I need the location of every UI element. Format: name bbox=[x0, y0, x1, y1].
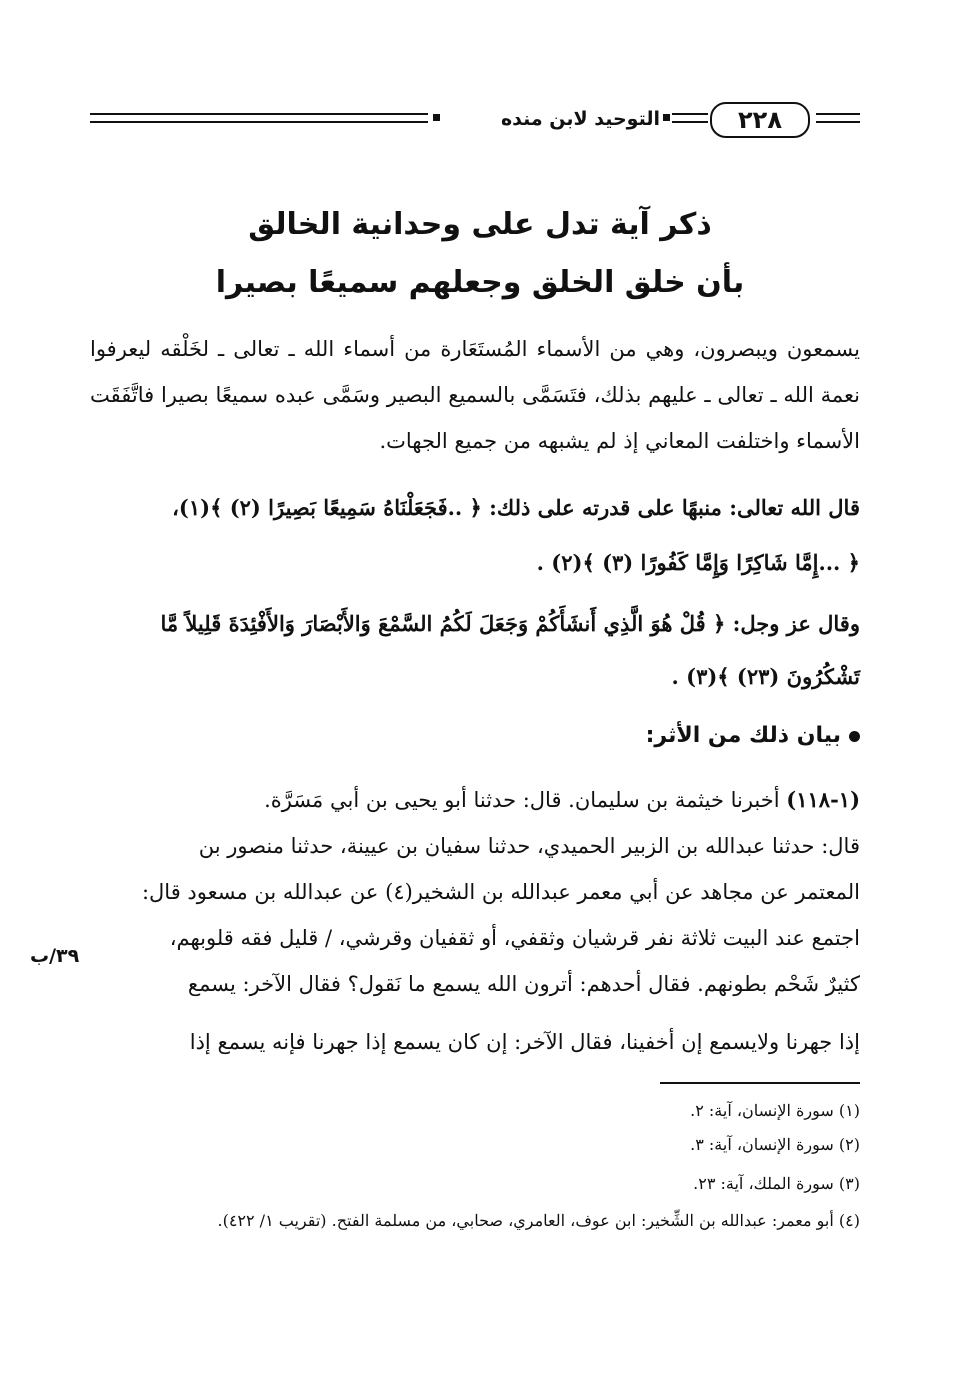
quote2-line2: تَشْكُرُونَ (٢٣) ﴾(٣) . bbox=[671, 664, 860, 689]
quote1-line2: ﴿ ...إِمَّا شَاكِرًا وَإِمَّا كَفُورًا (٣) ﴾(٢) . bbox=[536, 550, 860, 575]
section-heading-text: بيان ذلك من الأثر: bbox=[645, 723, 841, 748]
header-rule bbox=[672, 113, 708, 115]
hadith-number: (١-١١٨) bbox=[786, 787, 860, 812]
header-bullet bbox=[433, 114, 440, 121]
hadith-text-1: أخبرنا خيثمة بن سليمان. قال: حدثنا أبو يحيى بن أبي مَسَرَّة. bbox=[264, 788, 780, 812]
section-heading bbox=[90, 718, 860, 754]
bullet-icon bbox=[849, 731, 860, 742]
footnote-1: (١) سورة الإنسان، آية: ٢. bbox=[690, 1101, 860, 1120]
chapter-title-line-2: بأن خلق الخلق وجعلهم سميعًا بصيرا bbox=[215, 265, 745, 300]
margin-folio-ref: ٣٩/ب bbox=[30, 945, 80, 967]
chapter-title-line-1: ذكر آية تدل على وحدانية الخالق bbox=[248, 207, 712, 242]
footnote-3: (٣) سورة الملك، آية: ٢٣. bbox=[693, 1174, 860, 1193]
header-bullet bbox=[663, 114, 670, 121]
footnote-4: (٤) أبو معمر: عبدالله بن الشِّخير: ابن عوف، العامري، صحابي، من مسلمة الفتح. (تقريب ١/ ٤٢٢). bbox=[217, 1211, 860, 1230]
running-title: التوحيد لابن منده bbox=[500, 108, 660, 130]
header-rule bbox=[816, 121, 860, 123]
page-number: ٢٢٨ bbox=[710, 102, 810, 138]
hadith-line-5: كثيرٌ شَحْم بطونهم. فقال أحدهم: أترون الله يسمع ما نَقول؟ فقال الآخر: يسمع bbox=[187, 972, 860, 996]
footnote-2: (٢) سورة الإنسان، آية: ٣. bbox=[690, 1135, 860, 1154]
header-rule bbox=[816, 113, 860, 115]
intro-paragraph: يسمعون ويبصرون، وهي من الأسماء المُستَعَارة من أسماء الله ـ تعالى ـ لخَلْقه ليعرفوا نعمة الله ـ تعالى ـ عليهم بذلك، فتَسَمَّى بالسميع البصير وسَمَّى عبده سميعًا بصيرا فاتَّفَقَت الأسماء واختلفت المعاني إذ لم يشبهه من جميع الجهات. bbox=[90, 337, 860, 453]
header-rule bbox=[90, 121, 428, 123]
header-rule bbox=[672, 121, 708, 123]
footnote-divider bbox=[660, 1082, 860, 1084]
hadith-line-3: المعتمر عن مجاهد عن أبي معمر عبدالله بن الشخير(٤) عن عبدالله بن مسعود قال: bbox=[141, 880, 860, 904]
running-header bbox=[90, 100, 860, 140]
hadith-line-6: إذا جهرنا ولايسمع إن أخفينا، فقال الآخر: إن كان يسمع إذا جهرنا فإنه يسمع إذا bbox=[189, 1030, 860, 1054]
hadith-line-2: قال: حدثنا عبدالله بن الزبير الحميدي، حدثنا سفيان بن عيينة، حدثنا منصور بن bbox=[198, 834, 860, 858]
hadith-line-4: اجتمع عند البيت ثلاثة نفر قرشيان وثقفي، أو ثقفيان وقرشي، / قليل فقه قلوبهم، bbox=[169, 926, 860, 950]
hadith-line-1 bbox=[90, 780, 860, 820]
quote2-line1: وقال عز وجل: ﴿ قُلْ هُوَ الَّذِي أَنشَأَكُمْ وَجَعَلَ لَكُمُ السَّمْعَ وَالأَبْصَارَ وَالأَفْئِدَةَ قَلِيلاً مَّا bbox=[160, 611, 860, 636]
header-rule bbox=[90, 113, 428, 115]
quote1-line1: قال الله تعالى: منبهًا على قدرته على ذلك: ﴿ ..فَجَعَلْنَاهُ سَمِيعًا بَصِيرًا (٢) ﴾(١)، bbox=[172, 495, 860, 520]
